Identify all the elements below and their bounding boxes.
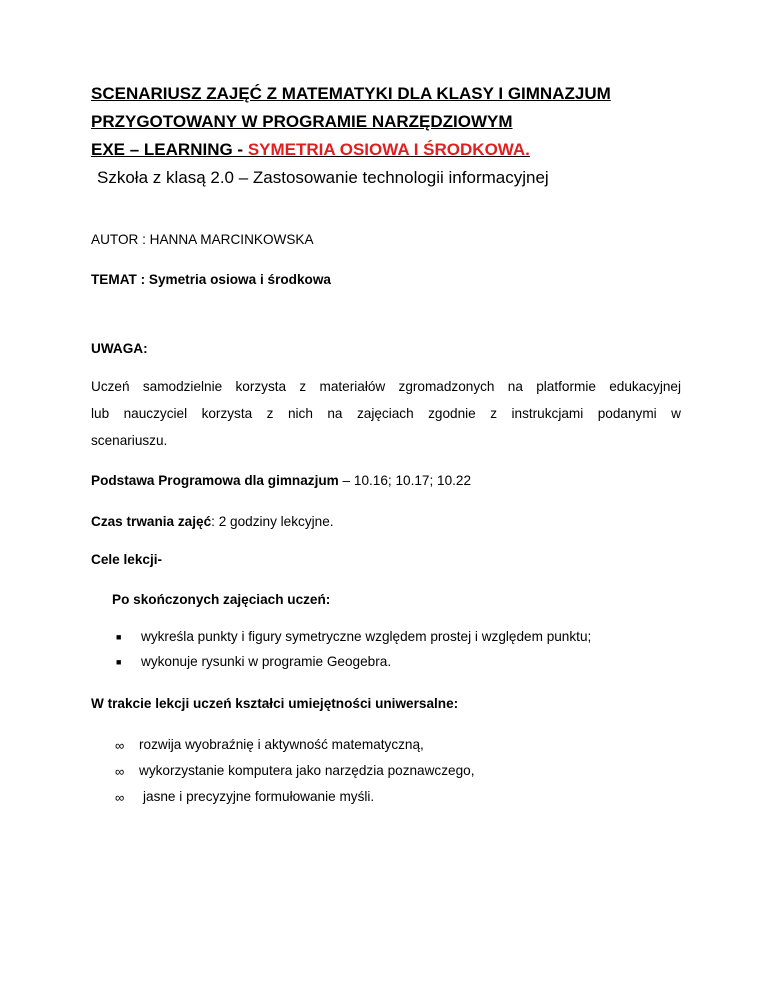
infinity-bullet-icon: ∞ [115, 790, 125, 805]
title-line-3-prefix: EXE – LEARNING - [91, 140, 248, 159]
duration-line [91, 514, 334, 529]
skill-item-1: rozwija wyobraźnię i aktywność matematyczną, [139, 737, 424, 752]
curriculum-line [91, 473, 471, 488]
infinity-bullet-icon: ∞ [115, 764, 125, 779]
subtitle: Szkoła z klasą 2.0 – Zastosowanie technologii informacyjnej [97, 168, 549, 187]
title-line-3 [91, 140, 530, 160]
square-bullet-icon: ■ [116, 632, 122, 642]
goal-item-2: wykonuje rysunki w programie Geogebra. [141, 654, 392, 669]
topic-label: TEMAT : [91, 272, 149, 287]
goal-item-1: wykreśla punkty i figury symetryczne względem prostej i względem punktu; [141, 629, 592, 644]
title-line-2: PRZYGOTOWANY W PROGRAMIE NARZĘDZIOWYM [91, 112, 513, 131]
skill-item-3: jasne i precyzyjne formułowanie myśli. [143, 789, 375, 804]
infinity-bullet-icon: ∞ [115, 738, 125, 753]
note-line-3: scenariuszu. [91, 433, 168, 448]
title-topic-red: SYMETRIA OSIOWA I ŚRODKOWA. [247, 140, 530, 159]
topic-line [91, 272, 331, 287]
title-line-1: SCENARIUSZ ZAJĘĆ Z MATEMATYKI DLA KLASY I GIMNAZJUM [91, 84, 611, 103]
note-line-1: Uczeń samodzielnie korzysta z materiałów zgromadzonych na platformie edukacyjnej [91, 379, 681, 394]
note-line-2: lub nauczyciel korzysta z nich na zajęciach zgodnie z instrukcjami podanymi w [91, 406, 681, 421]
duration-label: Czas trwania zajęć [91, 514, 212, 529]
author-line: AUTOR : HANNA MARCINKOWSKA [91, 232, 314, 247]
square-bullet-icon: ■ [116, 657, 122, 667]
goals-subheading: Po skończonych zajęciach uczeń: [112, 592, 331, 607]
skills-heading: W trakcie lekcji uczeń kształci umiejętności uniwersalne: [91, 696, 459, 711]
note-heading: UWAGA: [91, 341, 148, 356]
topic-value: Symetria osiowa i środkowa [148, 272, 331, 287]
curriculum-value: – 10.16; 10.17; 10.22 [338, 473, 472, 488]
note-paragraph [91, 373, 681, 454]
curriculum-label: Podstawa Programowa dla gimnazjum [91, 473, 339, 488]
duration-value: : 2 godziny lekcyjne. [211, 514, 334, 529]
goals-heading: Cele lekcji- [91, 552, 163, 567]
skill-item-2: wykorzystanie komputera jako narzędzia poznawczego, [139, 763, 475, 778]
